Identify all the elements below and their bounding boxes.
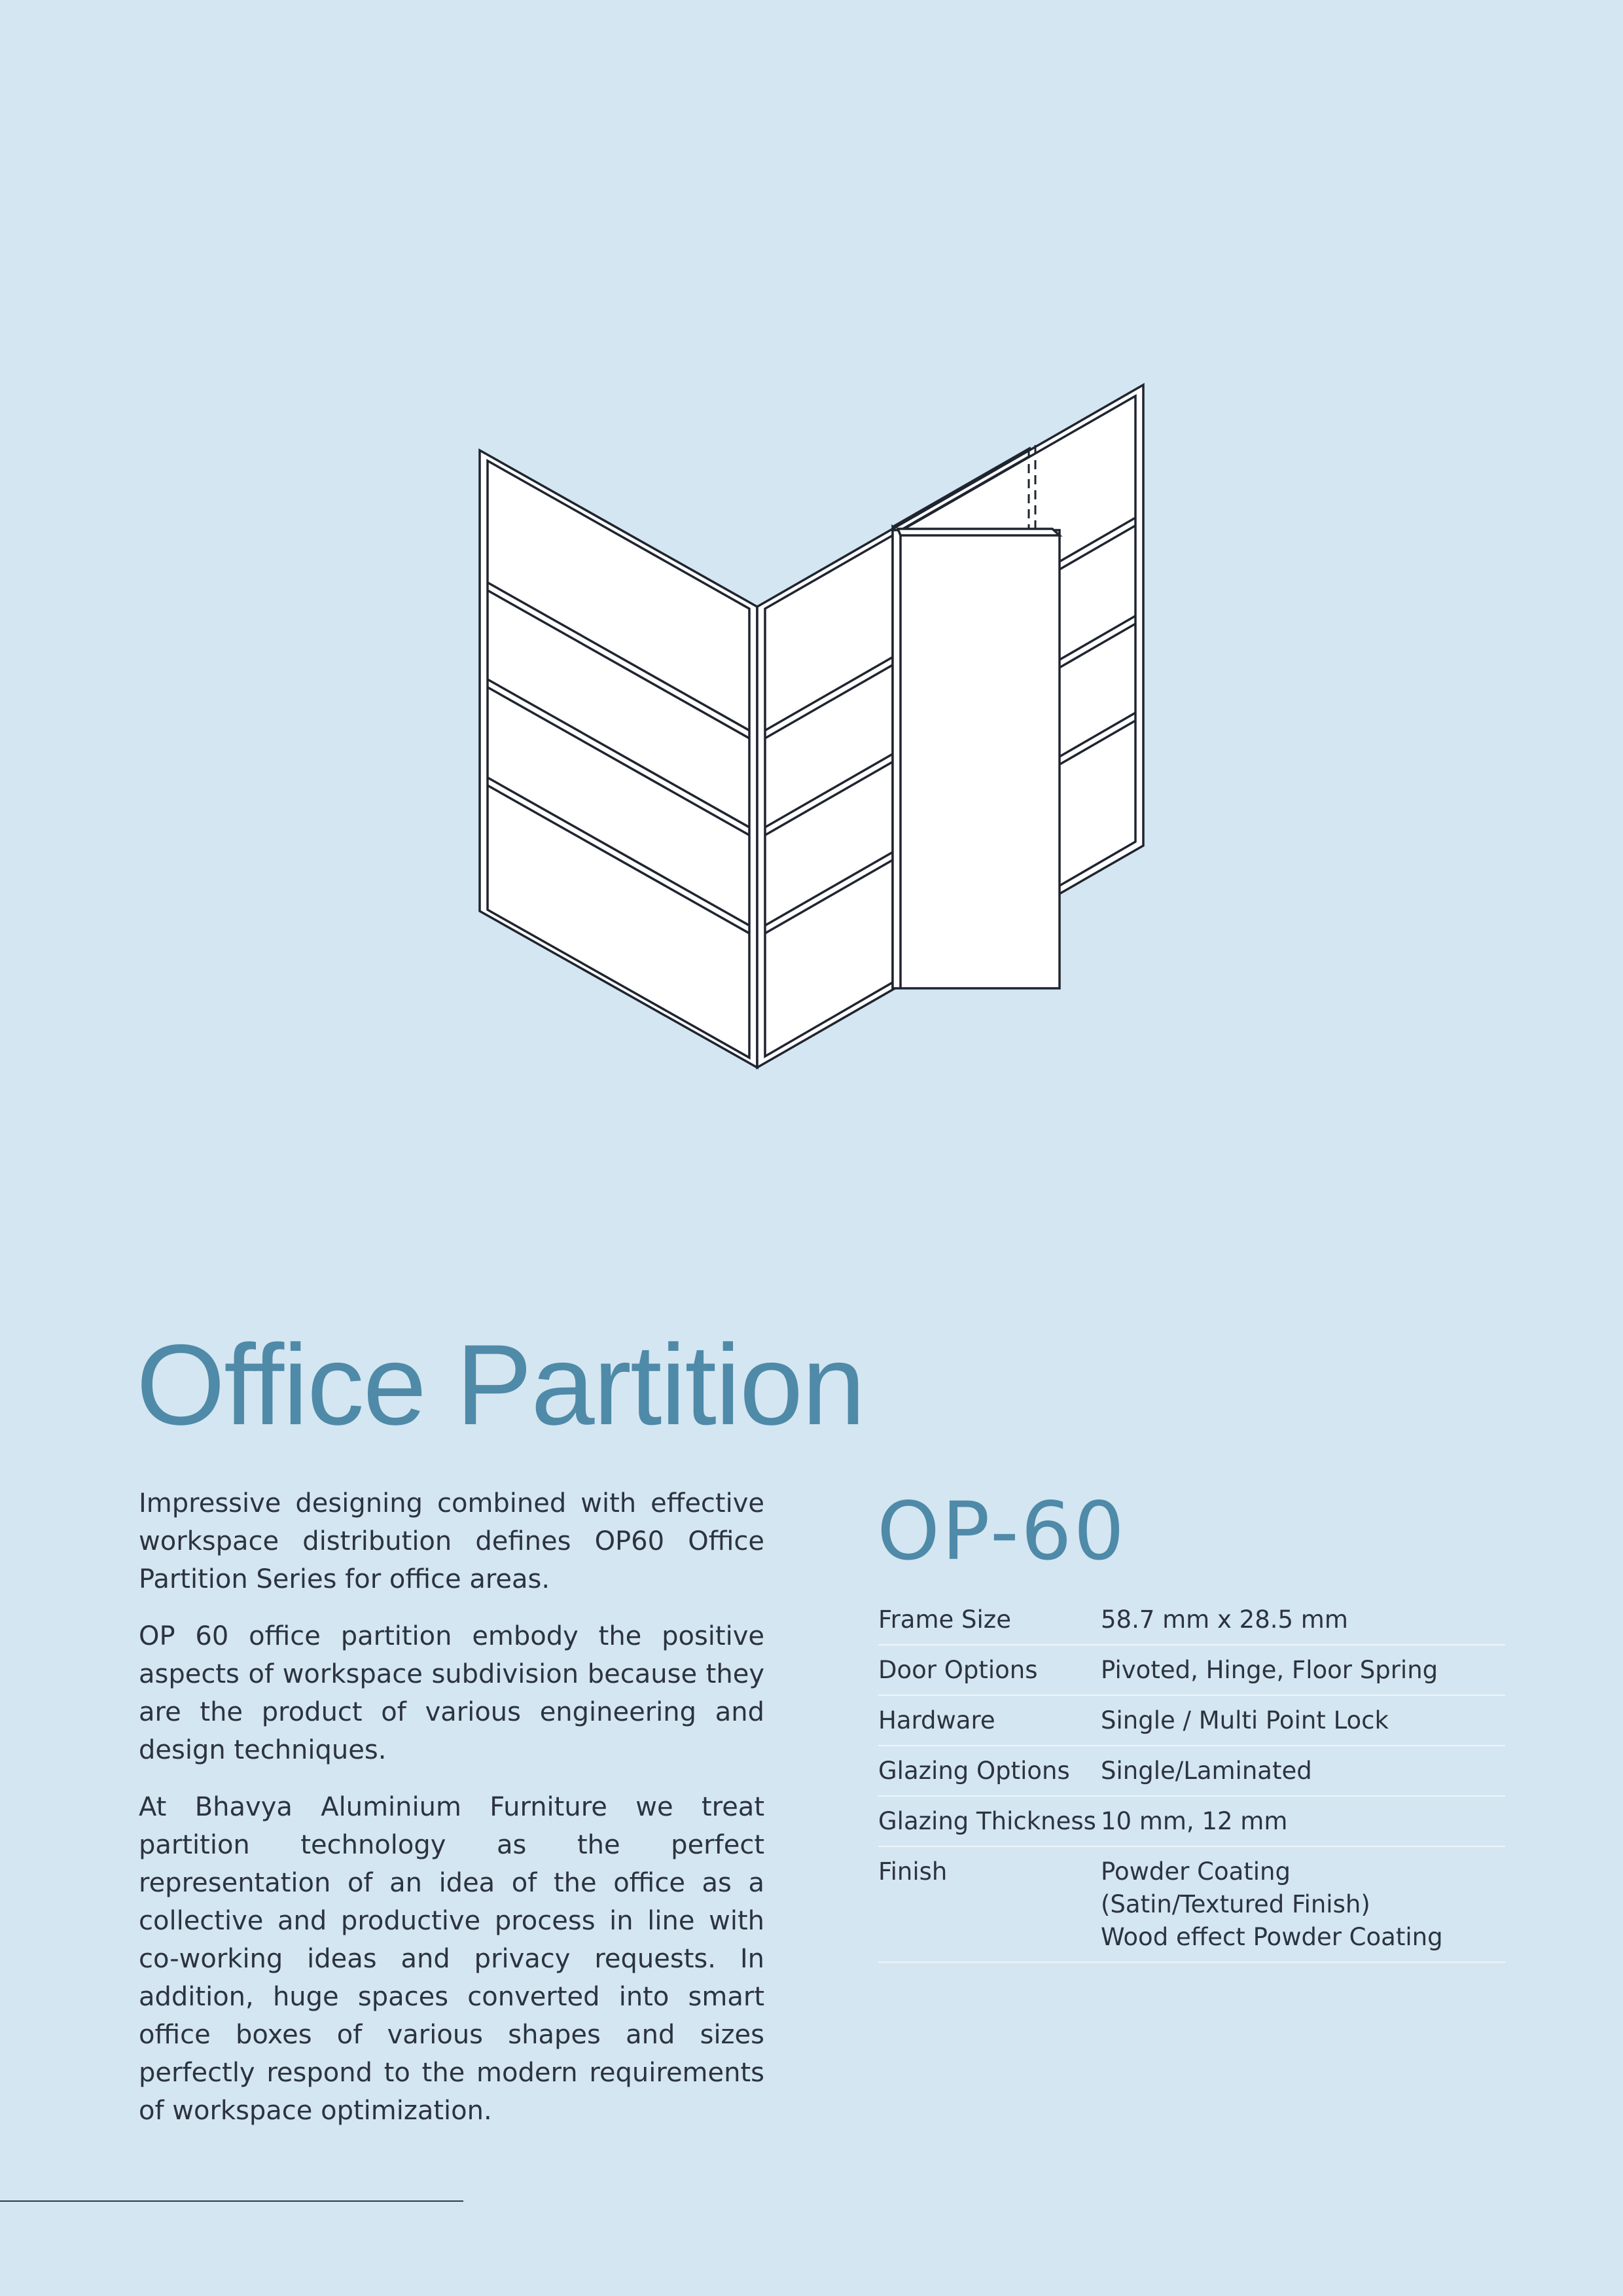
model-number: OP-60 xyxy=(877,1485,1127,1578)
spec-label: Frame Size xyxy=(878,1605,1011,1634)
description-paragraph: At Bhavya Aluminium Furniture we treat partition technology as the perfect representation of an idea of the office as a collective and productive process in line with co-working ideas and privacy requests. In addition, huge spaces converted into smart office boxes of various shapes and sizes perfectly respond to the modern requirements of workspace optimization. xyxy=(139,1792,764,2126)
spec-value-line: Wood effect Powder Coating xyxy=(1101,1923,1443,1951)
spec-label: Finish xyxy=(878,1857,948,1886)
spec-row-glazing-options xyxy=(878,1746,1505,1797)
page-title: Office Partition xyxy=(136,1321,865,1449)
spec-row-hardware xyxy=(878,1696,1505,1746)
spec-label: Hardware xyxy=(878,1706,995,1734)
spec-row-glazing-thickness xyxy=(878,1797,1505,1847)
spec-value-line: (Satin/Textured Finish) xyxy=(1101,1890,1370,1918)
footer-divider xyxy=(0,2200,463,2202)
spec-label: Glazing Options xyxy=(878,1757,1070,1785)
spec-row-door-options xyxy=(878,1645,1505,1696)
spec-value: 58.7 mm x 28.5 mm xyxy=(1101,1605,1348,1634)
spec-value: Pivoted, Hinge, Floor Spring xyxy=(1101,1656,1438,1684)
left-wing-frame-inner xyxy=(488,461,749,1058)
spec-value: 10 mm, 12 mm xyxy=(1101,1807,1288,1835)
description-paragraph: OP 60 office partition embody the positive aspects of workspace subdivision because they are the product of various engineering and design techniques. xyxy=(139,1621,764,1765)
spec-table xyxy=(878,1595,1505,1963)
spec-row-finish xyxy=(878,1847,1505,1963)
description-paragraph: Impressive designing combined with effective workspace distribution defines OP60 Office Partition Series for office areas. xyxy=(139,1488,764,1594)
door-panel xyxy=(893,527,1060,988)
partition-illustration xyxy=(0,0,1623,1113)
spec-value: Single/Laminated xyxy=(1101,1757,1312,1785)
spec-value-line: Powder Coating xyxy=(1101,1857,1291,1886)
spec-row-frame-size xyxy=(878,1595,1505,1645)
spec-value: Single / Multi Point Lock xyxy=(1101,1706,1389,1734)
spec-value xyxy=(1101,1856,1505,1954)
spec-label: Door Options xyxy=(878,1656,1038,1684)
spec-label: Glazing Thickness xyxy=(878,1807,1096,1835)
product-description xyxy=(139,1484,764,2149)
